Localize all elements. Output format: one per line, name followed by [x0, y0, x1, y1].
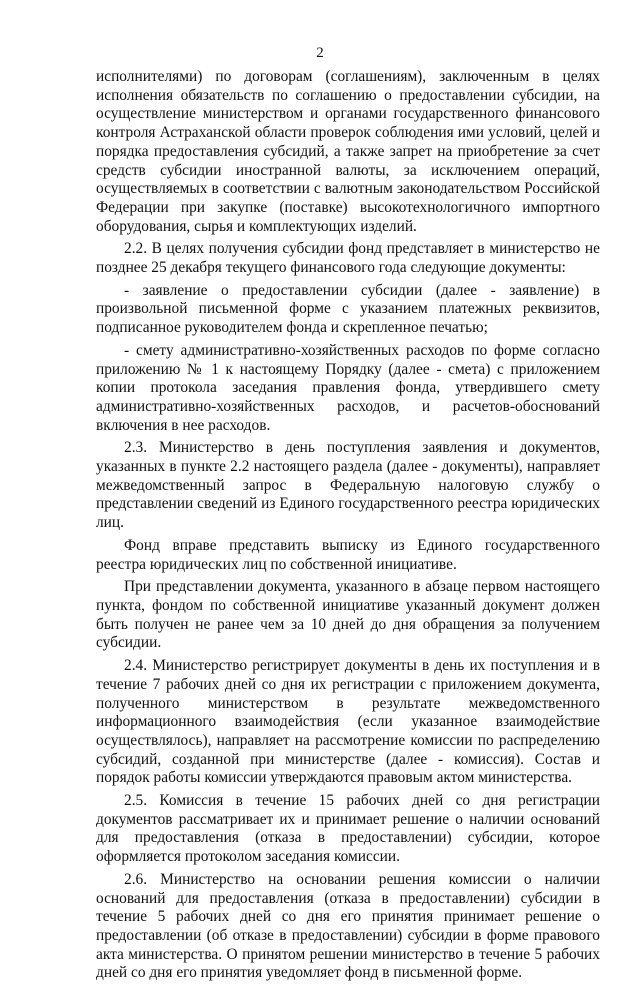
paragraph: При представлении документа, указанного в абзаце первом настоящего пункта, фондом по собственной инициативе указанный документ должен быть получен не ранее чем за 10 дней до дня обращения за получением субсидии. — [96, 578, 600, 652]
paragraph: 2.2. В целях получения субсидии фонд представляет в министерство не позднее 25 декабря текущего финансового года следующие документы: — [96, 240, 600, 277]
paragraph: 2.3. Министерство в день поступления заявления и документов, указанных в пункте 2.2 настоящего раздела (далее - документы), направляет межведомственный запрос в Федеральную налоговую службу о представлении сведений из Единого государственного реестра юридических лиц. — [96, 439, 600, 532]
document-body — [96, 68, 600, 987]
list-item: - заявление о предоставлении субсидии (далее - заявление) в произвольной письменной форме с указанием платежных реквизитов, подписанное руководителем фонда и скрепленное печатью; — [96, 281, 600, 337]
paragraph: Фонд вправе представить выписку из Единого государственного реестра юридических лиц по собственной инициативе. — [96, 536, 600, 573]
paragraph: исполнителями) по договорам (соглашениям), заключенным в целях исполнения обязательств по соглашению о предоставлении субсидии, на осуществление министерством и органами государственного финансового контроля Астраханской области проверок соблюдения ими условий, целей и порядка предоставления субсидий, а также запрет на приобретение за счет средств субсидии иностранной валюты, за исключением операций, осуществляемых в соответствии с валютным законодательством Российской Федерации при закупке (поставке) высокотехнологичного импортного оборудования, сырья и комплектующих изделий. — [96, 68, 600, 235]
list-item: - смету административно-хозяйственных расходов по форме согласно приложению № 1 к настоящему Порядку (далее - смета) с приложением копии протокола заседания правления фонда, утвердившего смету административно-хозяйственных расходов, и расчетов-обоснований включения в нее расходов. — [96, 341, 600, 434]
paragraph: 2.5. Комиссия в течение 15 рабочих дней со дня регистрации документов рассматривает их и принимает решение о наличии оснований для предоставления (отказа в предоставлении) субсидии, которое оформляется протоколом заседания комиссии. — [96, 792, 600, 866]
page-number: 2 — [316, 45, 324, 61]
paragraph: 2.6. Министерство на основании решения комиссии о наличии оснований для предоставления (отказа в предоставлении) субсидии в течение 5 рабочих дней со дня его принятия принимает решение о предоставлении (об отказе в предоставлении) субсидии в форме правового акта министерства. О принятом решении министерство в течение 5 рабочих дней со дня его принятия уведомляет фонд в письменной форме. — [96, 870, 600, 982]
paragraph: 2.4. Министерство регистрирует документы в день их поступления и в течение 7 рабочих дней со дня их регистрации с приложением документа, полученного министерством в результате межведомственного информационного взаимодействия (если указанное взаимодействие осуществлялось), направляет на рассмотрение комиссии по распределению субсидий, созданной при министерстве (далее - комиссия). Состав и порядок работы комиссии утверждаются правовым актом министерства. — [96, 657, 600, 787]
